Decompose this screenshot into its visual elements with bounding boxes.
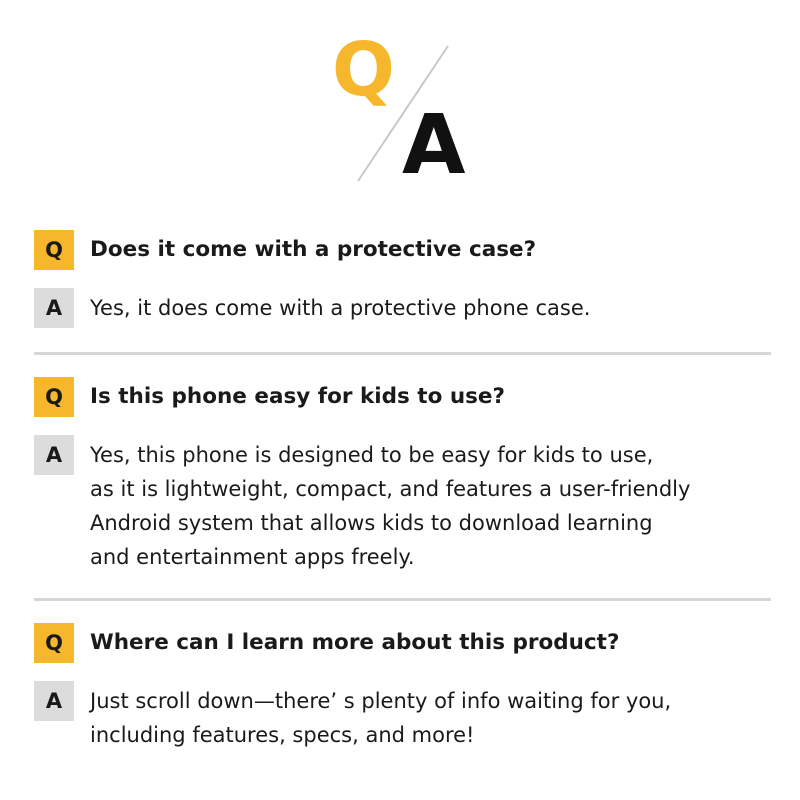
faq-item <box>34 230 771 328</box>
question-text: Is this phone easy for kids to use? <box>90 384 505 409</box>
question-badge: Q <box>34 623 74 663</box>
logo-q-letter: Q <box>332 27 395 113</box>
answer-text: Yes, it does come with a protective phone case. <box>90 296 591 320</box>
question-row <box>34 230 771 270</box>
qa-logo <box>0 0 800 200</box>
faq-item <box>34 377 771 574</box>
answer-row <box>34 288 771 328</box>
answer-row <box>34 435 771 574</box>
answer-badge: A <box>34 288 74 328</box>
answer-row <box>34 681 771 752</box>
answer-text: Yes, this phone is designed to be easy for kids to use, as it is lightweight, compact, and features a user-friendly Android system that allows kids to download learning and entertainment apps freely. <box>90 443 691 569</box>
divider <box>34 352 771 355</box>
question-badge: Q <box>34 377 74 417</box>
answer-text: Just scroll down—there’ s plenty of info waiting for you, including features, specs, and more! <box>90 689 672 747</box>
faq-list <box>34 230 771 752</box>
question-text: Where can I learn more about this product? <box>90 630 620 655</box>
question-row <box>34 623 771 663</box>
answer-badge: A <box>34 681 74 721</box>
answer-badge: A <box>34 435 74 475</box>
faq-item <box>34 623 771 752</box>
question-badge: Q <box>34 230 74 270</box>
question-text: Does it come with a protective case? <box>90 237 537 262</box>
logo-a-letter: A <box>402 98 466 193</box>
divider <box>34 598 771 601</box>
question-row <box>34 377 771 417</box>
